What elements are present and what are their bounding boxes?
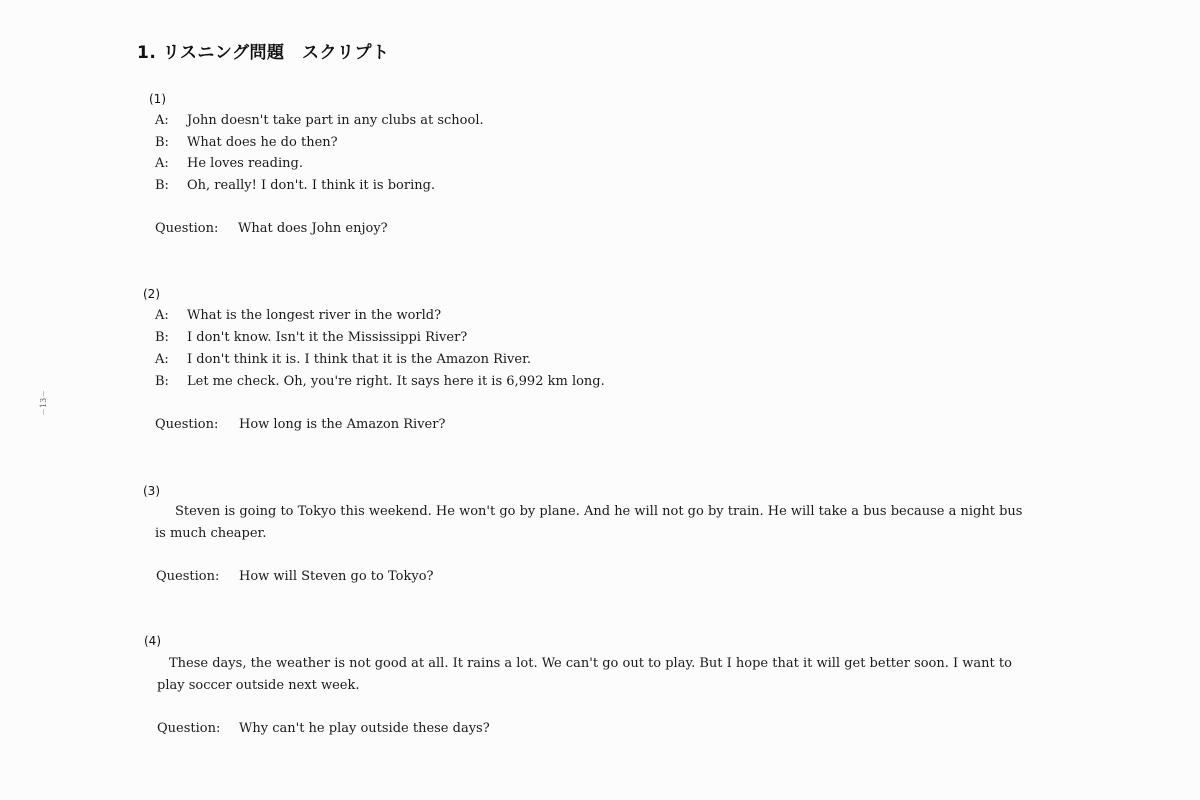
utterance: John doesn't take part in any clubs at school. — [187, 113, 484, 128]
speaker-label: A: — [155, 113, 169, 128]
dialogue-line — [0, 111, 1200, 131]
page-title: 1. リスニング問題 スクリプト — [137, 43, 390, 63]
question-number-2: (2) — [143, 287, 160, 301]
utterance: What is the longest river in the world? — [187, 308, 442, 323]
speaker-label: A: — [155, 156, 169, 171]
utterance: Let me check. Oh, you're right. It says here it is 6,992 km long. — [187, 374, 605, 389]
speaker-label: B: — [155, 135, 169, 150]
dialogue-line — [0, 154, 1200, 174]
speaker-label: B: — [155, 374, 169, 389]
dialogue-line — [0, 133, 1200, 153]
side-page-number: －13－ — [39, 389, 48, 416]
passage-line: play soccer outside next week. — [157, 678, 360, 693]
passage-line: is much cheaper. — [155, 526, 267, 541]
dialogue-line — [0, 176, 1200, 196]
utterance: He loves reading. — [187, 156, 303, 171]
question-number-3: (3) — [143, 484, 160, 498]
dialogue-line — [0, 306, 1200, 326]
question-label: Question: — [157, 721, 221, 736]
speaker-label: A: — [155, 308, 169, 323]
speaker-label: A: — [155, 352, 169, 367]
utterance: I don't know. Isn't it the Mississippi River? — [187, 330, 468, 345]
utterance: What does he do then? — [187, 135, 338, 150]
speaker-label: B: — [155, 330, 169, 345]
dialogue-line — [0, 328, 1200, 348]
question-label: Question: — [155, 417, 219, 432]
utterance: I don't think it is. I think that it is the Amazon River. — [187, 352, 532, 367]
passage-line: Steven is going to Tokyo this weekend. He won't go by plane. And he will not go by train. He will take a bus because a night bus — [175, 504, 1023, 519]
dialogue-line — [0, 350, 1200, 370]
question-number-4: (4) — [144, 634, 161, 648]
question-text: How long is the Amazon River? — [239, 417, 446, 432]
utterance: Oh, really! I don't. I think it is boring. — [187, 178, 436, 193]
passage-line: These days, the weather is not good at all. It rains a lot. We can't go out to play. But I hope that it will get better soon. I want to — [169, 656, 1012, 671]
speaker-label: B: — [155, 178, 169, 193]
question-label: Question: — [156, 569, 220, 584]
question-text: What does John enjoy? — [238, 221, 388, 236]
dialogue-line — [0, 372, 1200, 392]
question-text: How will Steven go to Tokyo? — [239, 569, 434, 584]
question-label: Question: — [155, 221, 219, 236]
question-text: Why can't he play outside these days? — [239, 721, 490, 736]
question-number-1: (1) — [149, 92, 166, 106]
